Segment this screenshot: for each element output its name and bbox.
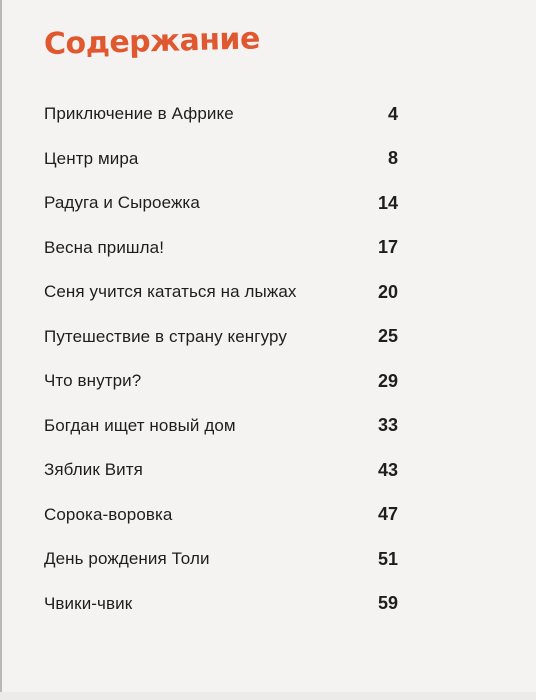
entry-page-number: 17 — [377, 237, 398, 258]
entry-page-number: 20 — [377, 281, 398, 302]
entry-page-number: 25 — [377, 326, 398, 347]
toc-entry[interactable] — [44, 315, 398, 360]
entry-title: День рождения Толи — [44, 549, 210, 569]
entry-page-number: 33 — [377, 415, 398, 436]
toc-entry[interactable] — [44, 537, 398, 582]
toc-entry[interactable] — [44, 226, 398, 271]
toc-entry[interactable] — [44, 582, 398, 627]
page-edge-bottom — [0, 692, 536, 700]
entry-title: Чвики-чвик — [44, 593, 133, 613]
entry-title: Зяблик Витя — [44, 460, 143, 480]
entry-title: Путешествие в страну кенгуру — [44, 326, 287, 346]
entry-page-number: 43 — [377, 459, 398, 480]
entry-page-number: 4 — [387, 103, 398, 124]
entry-page-number: 8 — [387, 148, 398, 169]
entry-title: Приключение в Африке — [44, 104, 234, 124]
entry-title: Что внутри? — [44, 371, 142, 391]
entry-page-number: 59 — [377, 593, 398, 614]
page-title: Содержание — [43, 21, 261, 62]
toc-entry[interactable] — [44, 448, 398, 493]
entry-title: Сеня учится кататься на лыжах — [44, 282, 297, 302]
page-edge-left — [0, 0, 2, 700]
entry-page-number: 29 — [377, 370, 398, 391]
entry-title: Центр мира — [44, 148, 139, 168]
entry-page-number: 51 — [377, 548, 398, 569]
entry-title: Весна пришла! — [44, 237, 165, 257]
entry-page-number: 14 — [377, 192, 398, 213]
entry-title: Богдан ищет новый дом — [44, 415, 236, 435]
table-of-contents — [44, 92, 398, 626]
toc-entry[interactable] — [44, 181, 398, 226]
toc-entry[interactable] — [44, 359, 398, 404]
toc-entry[interactable] — [44, 404, 398, 449]
toc-entry[interactable] — [44, 137, 398, 182]
toc-entry[interactable] — [44, 493, 398, 538]
toc-entry[interactable] — [44, 270, 398, 315]
toc-entry[interactable] — [44, 92, 398, 137]
entry-title: Радуга и Сыроежка — [44, 193, 200, 213]
entry-page-number: 47 — [377, 504, 398, 525]
entry-title: Сорока-воровка — [44, 504, 173, 524]
